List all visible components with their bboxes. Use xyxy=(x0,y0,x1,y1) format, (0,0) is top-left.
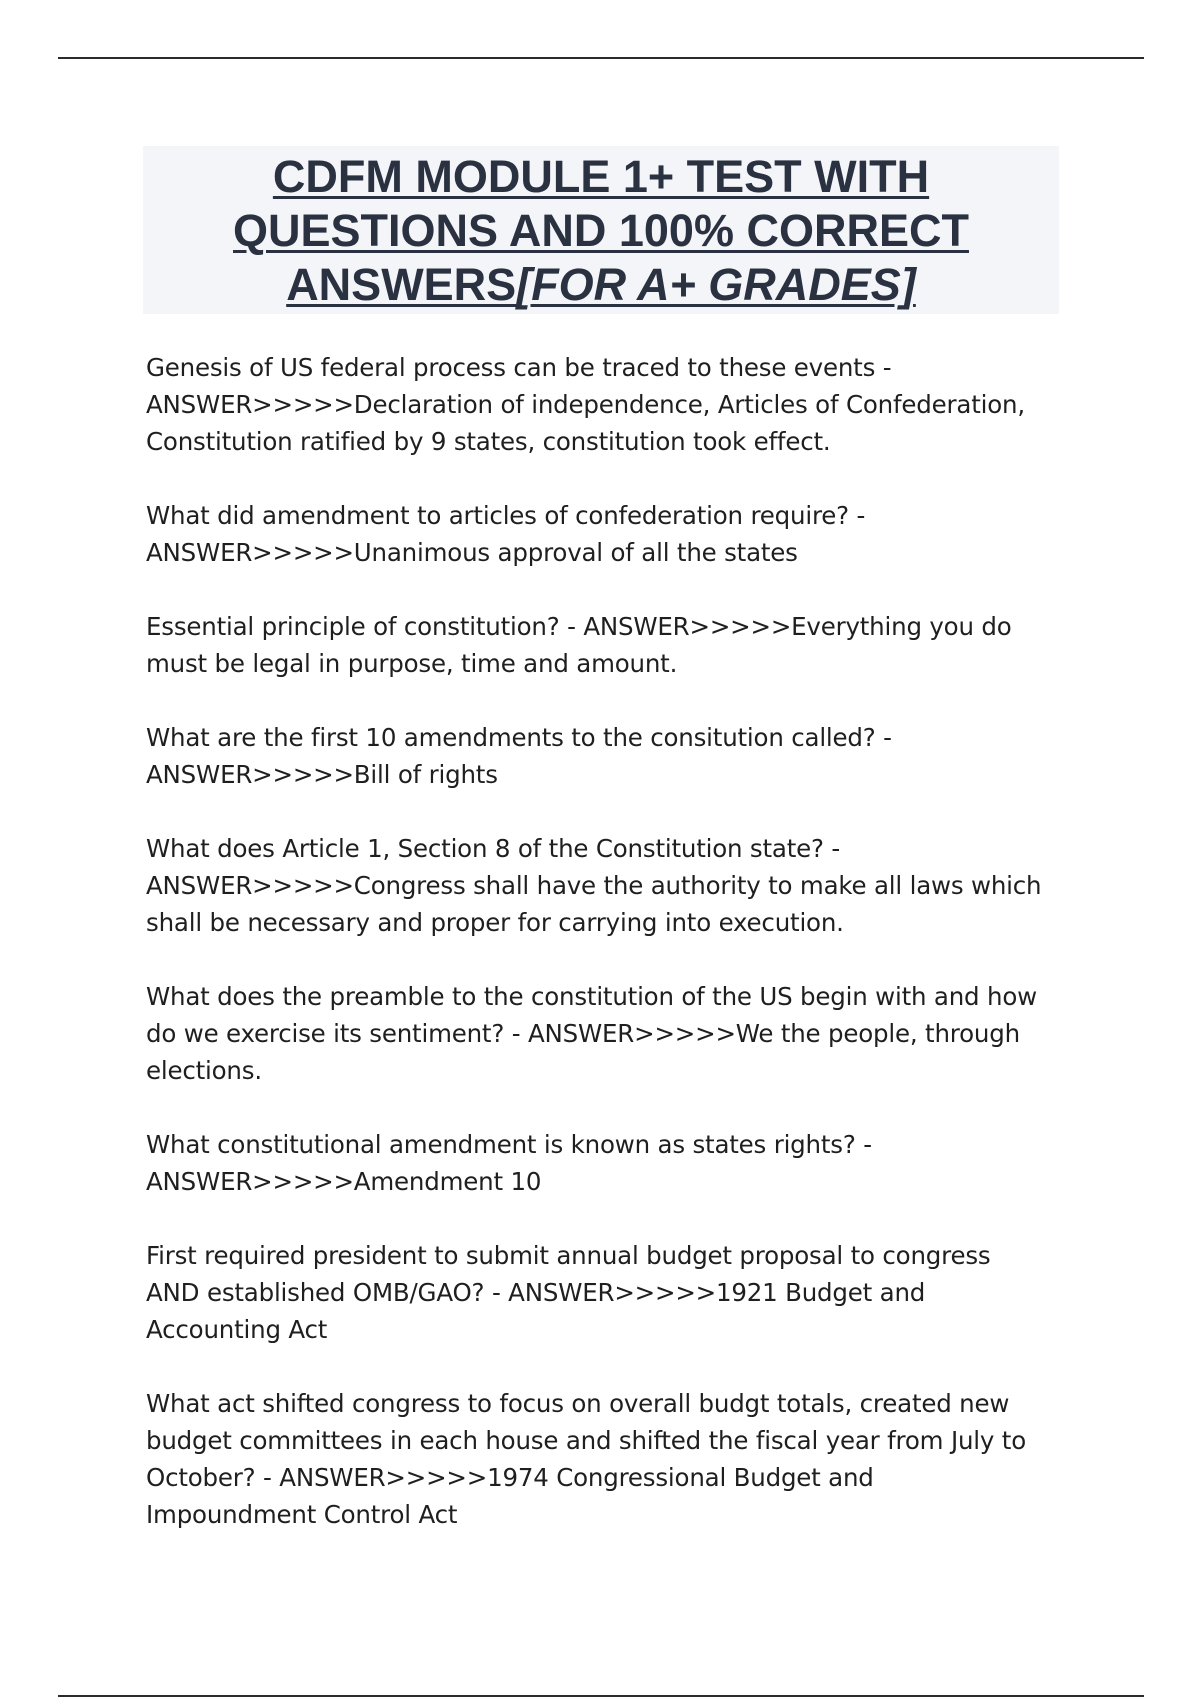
qa-item: What are the first 10 amendments to the consitution called? - ANSWER>>>>>Bill of rights xyxy=(146,723,892,789)
qa-item: Genesis of US federal process can be traced to these events - ANSWER>>>>>Declaration of independence, Articles of Confederation, Constitution ratified by 9 states, constitution took effect. xyxy=(146,353,1025,456)
qa-item: What does Article 1, Section 8 of the Constitution state? - ANSWER>>>>>Congress shall have the authority to make all laws which shall be necessary and proper for carrying into execution. xyxy=(146,834,1042,937)
title-banner xyxy=(143,146,1059,314)
title-line-2: QUESTIONS AND 100% CORRECT xyxy=(233,205,969,256)
qa-item: What did amendment to articles of confederation require? - ANSWER>>>>>Unanimous approval of all the states xyxy=(146,501,866,567)
qa-item: What act shifted congress to focus on overall budgt totals, created new budget committees in each house and shifted the fiscal year from July to October? - ANSWER>>>>>1974 Congressional Budget and Impoundment Control Act xyxy=(146,1389,1026,1529)
qa-item: Essential principle of constitution? - ANSWER>>>>>Everything you do must be legal in purpose, time and amount. xyxy=(146,612,1012,678)
title-line-3-italic: [FOR A+ GRADES] xyxy=(516,259,916,310)
question-answer-list xyxy=(146,349,1046,1570)
top-rule xyxy=(58,57,1144,59)
title-line-1: CDFM MODULE 1+ TEST WITH xyxy=(272,151,930,202)
qa-item: What does the preamble to the constitution of the US begin with and how do we exercise its sentiment? - ANSWER>>>>>We the people, through elections. xyxy=(146,982,1037,1085)
bottom-rule xyxy=(58,1695,1144,1697)
qa-item: First required president to submit annual budget proposal to congress AND established OMB/GAO? - ANSWER>>>>>1921 Budget and Accounting Act xyxy=(146,1241,991,1344)
document-title xyxy=(143,146,1059,312)
qa-item: What constitutional amendment is known as states rights? - ANSWER>>>>>Amendment 10 xyxy=(146,1130,872,1196)
title-line-3: ANSWERS xyxy=(286,259,517,310)
